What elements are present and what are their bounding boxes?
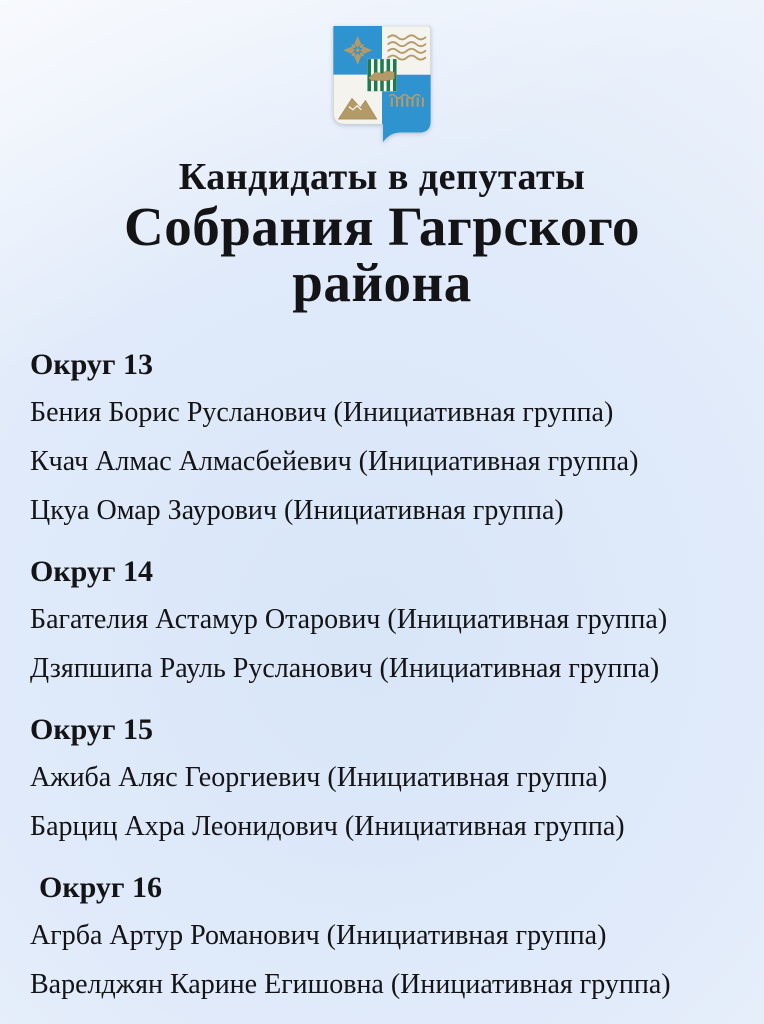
candidate-item: Бения Борис Русланович (Инициативная группа) bbox=[30, 397, 614, 429]
candidate-list bbox=[0, 347, 764, 1004]
candidate-item: Багателия Астамур Отарович (Инициативная группа) bbox=[30, 604, 668, 636]
section-okrug-16 bbox=[30, 870, 736, 1004]
candidate-item: Агрба Артур Романович (Инициативная группа) bbox=[30, 919, 607, 951]
candidate-item: Барциц Ахра Леонидович (Инициативная группа) bbox=[30, 810, 625, 842]
handshake-panel bbox=[368, 59, 397, 91]
emblem-container bbox=[0, 0, 764, 151]
section-okrug-13 bbox=[30, 347, 736, 530]
candidate-item: Цкуа Омар Заурович (Инициативная группа) bbox=[30, 495, 564, 527]
title-line-3: района bbox=[292, 252, 472, 314]
title-line-2: Собрания Гагрского bbox=[124, 196, 640, 257]
section-heading: Округ 14 bbox=[30, 555, 154, 589]
section-heading: Округ 16 bbox=[39, 870, 163, 904]
poster-title bbox=[0, 155, 764, 314]
section-heading: Округ 15 bbox=[30, 712, 154, 746]
section-okrug-15 bbox=[30, 712, 736, 846]
section-heading: Округ 13 bbox=[30, 348, 154, 382]
section-okrug-14 bbox=[30, 554, 736, 688]
candidate-item: Варелджян Карине Егишовна (Инициативная группа) bbox=[30, 968, 671, 1000]
candidate-item: Кчач Алмас Алмасбейевич (Инициативная группа) bbox=[30, 446, 639, 478]
title-line-1: Кандидаты в депутаты bbox=[178, 156, 586, 198]
gagra-district-coat-of-arms-icon bbox=[330, 26, 434, 146]
candidate-item: Дзяпшипа Рауль Русланович (Инициативная группа) bbox=[30, 653, 660, 684]
candidate-item: Ажиба Аляс Георгиевич (Инициативная группа) bbox=[30, 761, 608, 793]
